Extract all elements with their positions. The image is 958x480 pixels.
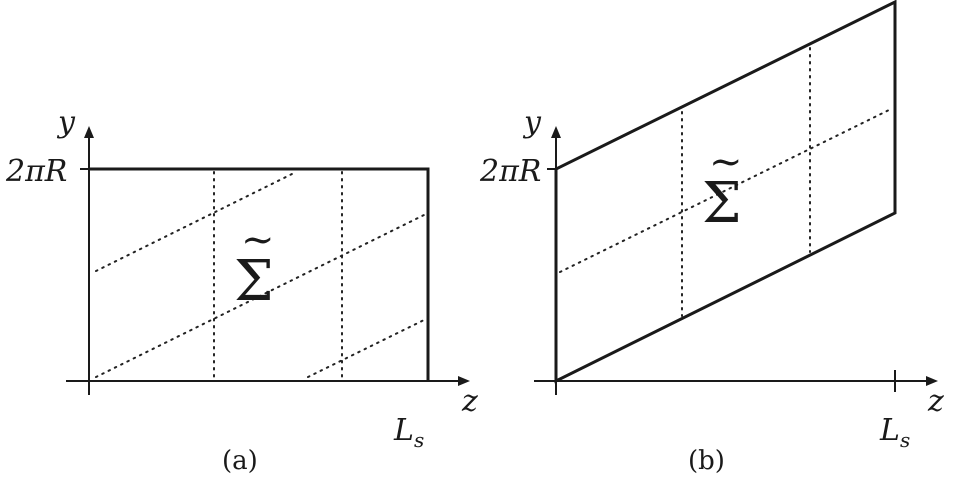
panel-a-surface-label [234,217,275,314]
panel-a-tilde: ~ [241,217,275,263]
panel-a-z-tick-main: L [394,413,414,448]
panel-b-z-tick-label [879,413,910,452]
panel-b-y-tick-label: 2πR [480,154,542,189]
panel-a-y-tick-label: 2πR [6,154,68,189]
panel-a-dotted-diagonal-3 [308,320,424,377]
panel-a-z-tick-subscript: s [414,428,425,452]
panel-a [5,105,478,476]
panel-a-y-axis-label: y [58,105,75,140]
panel-b-y-axis-label: y [524,105,541,140]
panel-b-caption: (b) [688,446,725,476]
panel-b-sigma: Σ [702,171,742,236]
panel-a-y-axis-arrowhead [84,126,94,138]
panel-a-z-tick-label [393,413,424,452]
panel-b-z-axis-label: z [928,384,944,419]
panel-b-y-axis-arrowhead [551,126,561,138]
panel-a-z-axis-label: z [462,384,478,419]
panel-b-z-tick-subscript: s [900,428,911,452]
panel-a-caption: (a) [222,446,258,476]
panel-b [479,2,944,476]
panel-b-z-tick-main: L [880,413,900,448]
panel-a-sigma: Σ [234,249,274,314]
panel-b-surface-label [702,139,743,236]
panel-b-tilde: ~ [709,139,743,185]
